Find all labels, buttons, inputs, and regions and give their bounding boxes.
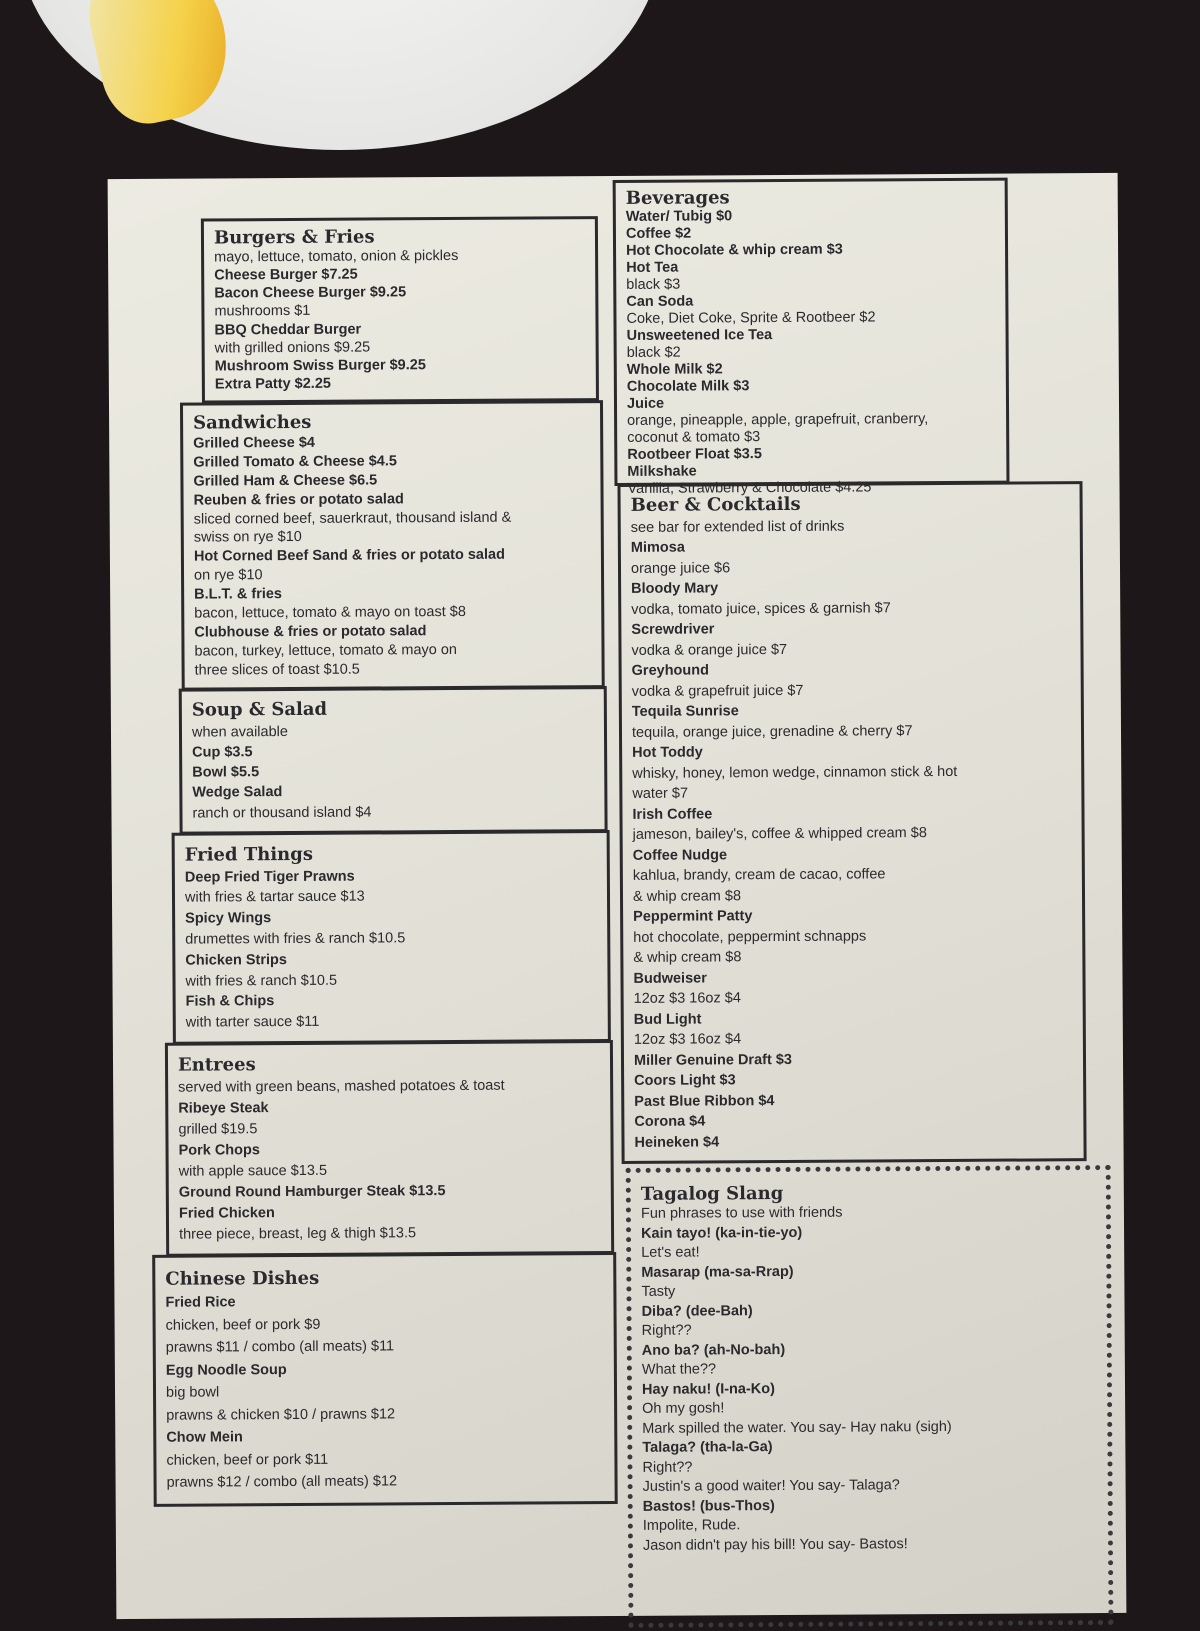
menu-item-description: tequila, orange juice, grenadine & cherry $7 [631, 723, 913, 741]
menu-item-description: hot chocolate, peppermint schnapps [633, 928, 867, 946]
menu-item-description: Fun phrases to use with friends [640, 1204, 843, 1222]
menu-item-description: drumettes with fries & ranch $10.5 [185, 930, 406, 948]
menu-item-name: Miller Genuine Draft $3 [633, 1051, 792, 1069]
menu-item-description: Right?? [641, 1322, 692, 1339]
menu-item-name: Chocolate Milk $3 [626, 378, 750, 395]
menu-item-description: vodka, tomato juice, spices & garnish $7 [631, 600, 891, 618]
menu-paper [108, 173, 1127, 1619]
menu-item-description: Justin's a good waiter! You say- Talaga? [642, 1477, 900, 1495]
menu-item-description: Right?? [642, 1459, 693, 1476]
menu-item-name: Ano ba? (ah-No-bah) [641, 1341, 786, 1359]
menu-item-description: prawns $12 / combo (all meats) $12 [166, 1473, 398, 1492]
menu-item-name: Masarap (ma-sa-Rrap) [641, 1263, 794, 1281]
menu-item-name: Kain tayo! (ka-in-tie-yo) [641, 1224, 803, 1242]
menu-item-name: Bacon Cheese Burger $9.25 [214, 284, 407, 302]
menu-item-name: Pork Chops [178, 1142, 260, 1159]
section-beer-cocktails [617, 481, 1086, 1164]
section-title: Tagalog Slang [640, 1182, 784, 1205]
menu-item-name: Greyhound [631, 662, 710, 680]
menu-item-description: with grilled onions $9.25 [214, 339, 371, 357]
menu-item-description: 12oz $3 16oz $4 [633, 1031, 742, 1048]
section-sandwiches [180, 400, 605, 691]
menu-item-description: grilled $19.5 [178, 1121, 258, 1138]
menu-item-description: Impolite, Rude. [642, 1517, 741, 1534]
menu-item-name: Mimosa [630, 540, 685, 557]
menu-item-description: orange, pineapple, apple, grapefruit, cranberry, [627, 411, 929, 429]
menu-item-name: Coors Light $3 [634, 1072, 736, 1089]
section-chinese-dishes [152, 1252, 618, 1507]
menu-item-name: Wedge Salad [192, 784, 283, 801]
menu-item-description: & whip cream $8 [633, 949, 742, 967]
menu-item-description: see bar for extended list of drinks [630, 518, 845, 536]
menu-item-name: Hot Chocolate & whip cream $3 [626, 241, 843, 259]
menu-item-name: Screwdriver [631, 621, 715, 639]
menu-item-description: mushrooms $1 [214, 303, 311, 320]
menu-item-description: Jason didn't pay his bill! You say- Bastos! [642, 1535, 908, 1554]
menu-item-description: vodka & orange juice $7 [631, 641, 788, 659]
menu-item-name: Extra Patty $2.25 [214, 375, 331, 393]
menu-item-description: black $2 [626, 344, 681, 361]
menu-item-description: jameson, bailey's, coffee & whipped cream $8 [632, 825, 927, 844]
menu-item-name: Grilled Cheese $4 [193, 434, 315, 452]
menu-item-name: Budweiser [633, 970, 707, 987]
section-title: Entrees [177, 1054, 256, 1076]
section-entrees [165, 1040, 614, 1257]
menu-item-description: vodka & grapefruit juice $7 [631, 682, 804, 700]
menu-item-description: ranch or thousand island $4 [192, 804, 372, 822]
menu-item-name: Water/ Tubig $0 [625, 208, 733, 225]
menu-item-description: & whip cream $8 [632, 887, 742, 905]
menu-item-description: kahlua, brandy, cream de cacao, coffee [632, 866, 886, 885]
menu-item-name: Hay naku! (I-na-Ko) [641, 1380, 775, 1398]
section-beverages [613, 178, 1010, 497]
menu-item-description: prawns $11 / combo (all meats) $11 [165, 1338, 395, 1356]
menu-item-name: Ribeye Steak [178, 1100, 269, 1117]
menu-item-name: Hot Corned Beef Sand & fries or potato salad [193, 547, 505, 565]
menu-item-name: Unsweetened Ice Tea [626, 327, 773, 344]
menu-item-name: Tequila Sunrise [631, 703, 739, 721]
menu-item-name: Past Blue Ribbon $4 [634, 1092, 775, 1110]
menu-item-name: Coffee $2 [625, 225, 692, 242]
section-title: Chinese Dishes [165, 1267, 320, 1290]
section-title: Fried Things [184, 843, 314, 866]
menu-item-description: big bowl [165, 1384, 220, 1401]
section-burgers [201, 216, 599, 403]
section-title: Burgers & Fries [213, 226, 375, 249]
menu-item-name: Bowl $5.5 [192, 764, 260, 781]
menu-item-name: Bastos! (bus-Thos) [642, 1497, 775, 1515]
menu-item-name: Milkshake [627, 463, 697, 480]
menu-item-description: Vanilla, Strawberry & Chocolate $4.25 [627, 479, 872, 497]
menu-item-name: Egg Noodle Soup [165, 1361, 287, 1379]
menu-item-name: Spicy Wings [185, 910, 272, 927]
menu-item-description: Mark spilled the water. You say- Hay naku (sigh) [642, 1418, 952, 1437]
menu-item-description: chicken, beef or pork $11 [166, 1451, 329, 1469]
menu-item-description: with fries & ranch $10.5 [185, 972, 338, 990]
menu-item-name: Cup $3.5 [192, 744, 253, 761]
menu-item-name: Talaga? (tha-la-Ga) [642, 1439, 773, 1456]
menu-item-description: Let's eat! [641, 1244, 700, 1261]
menu-item-description: when available [191, 723, 288, 741]
menu-item-description: What the?? [641, 1361, 717, 1378]
menu-item-description: whisky, honey, lemon wedge, cinnamon stick & hot [632, 763, 958, 782]
menu-item-name: Irish Coffee [632, 806, 713, 823]
menu-item-name: Ground Round Hamburger Steak $13.5 [178, 1183, 446, 1201]
section-title: Sandwiches [193, 411, 312, 434]
section-title: Beer & Cocktails [630, 494, 801, 517]
menu-item-name: BBQ Cheddar Burger [214, 321, 362, 339]
section-tagalog-slang [626, 1165, 1114, 1628]
section-title: Soup & Salad [191, 699, 328, 721]
menu-item-description: 12oz $3 16oz $4 [633, 990, 741, 1008]
menu-item-name: Heineken $4 [634, 1133, 720, 1151]
menu-item-description: three slices of toast $10.5 [194, 661, 360, 679]
menu-item-name: Mushroom Swiss Burger $9.25 [214, 356, 426, 375]
menu-item-name: Corona $4 [634, 1113, 706, 1130]
menu-item-description: mayo, lettuce, tomato, onion & pickles [214, 248, 459, 266]
section-fried-things [172, 830, 611, 1045]
menu-item-description: with tarter sauce $11 [185, 1013, 320, 1031]
menu-item-name: Diba? (dee-Bah) [641, 1302, 753, 1320]
menu-item-name: Fried Rice [165, 1294, 236, 1311]
menu-item-description: bacon, turkey, lettuce, tomato & mayo on [194, 641, 458, 660]
menu-item-name: Coffee Nudge [632, 847, 728, 864]
menu-item-name: Hot Tea [626, 259, 679, 276]
menu-item-description: sliced corned beef, sauerkraut, thousand island & [193, 509, 512, 528]
menu-item-description: Coke, Diet Coke, Sprite & Rootbeer $2 [626, 309, 876, 327]
menu-item-description: with fries & tartar sauce $13 [184, 888, 365, 907]
menu-item-description: bacon, lettuce, tomato & mayo on toast $8 [194, 604, 466, 622]
menu-item-name: Cheese Burger $7.25 [214, 266, 358, 284]
section-soup-salad [179, 686, 608, 835]
menu-item-description: black $3 [626, 276, 681, 293]
menu-item-name: B.L.T. & fries [194, 586, 283, 603]
menu-item-name: Grilled Ham & Cheese $6.5 [193, 472, 378, 490]
menu-item-description: chicken, beef or pork $9 [165, 1316, 321, 1334]
menu-item-description: Oh my gosh! [642, 1400, 725, 1417]
menu-item-name: Can Soda [626, 293, 694, 310]
menu-item-description: swiss on rye $10 [193, 529, 302, 547]
menu-item-name: Bud Light [633, 1011, 702, 1028]
menu-item-name: Fried Chicken [178, 1205, 275, 1222]
menu-item-name: Clubhouse & fries or potato salad [194, 623, 427, 641]
menu-item-description: coconut & tomato $3 [627, 429, 761, 446]
section-title: Beverages [625, 187, 730, 209]
menu-item-name: Bloody Mary [631, 580, 719, 598]
menu-item-name: Fish & Chips [185, 993, 275, 1011]
menu-item-description: three piece, breast, leg & thigh $13.5 [179, 1225, 417, 1243]
menu-item-name: Chow Mein [166, 1429, 243, 1447]
menu-item-name: Peppermint Patty [633, 908, 753, 926]
menu-item-name: Grilled Tomato & Cheese $4.5 [193, 453, 397, 471]
menu-item-name: Rootbeer Float $3.5 [627, 446, 762, 463]
menu-item-description: Tasty [641, 1283, 676, 1300]
menu-item-name: Deep Fried Tiger Prawns [184, 868, 355, 886]
menu-item-name: Chicken Strips [185, 951, 287, 969]
menu-item-description: water $7 [632, 785, 689, 803]
menu-item-name: Hot Toddy [632, 744, 703, 762]
menu-item-description: on rye $10 [193, 567, 263, 584]
menu-item-description: served with green beans, mashed potatoes & toast [178, 1077, 505, 1096]
menu-item-name: Reuben & fries or potato salad [193, 490, 404, 509]
menu-item-name: Whole Milk $2 [626, 361, 723, 378]
menu-item-name: Juice [626, 395, 665, 412]
menu-item-description: orange juice $6 [630, 560, 731, 577]
menu-item-description: with apple sauce $13.5 [178, 1162, 328, 1180]
menu-item-description: prawns & chicken $10 / prawns $12 [166, 1406, 396, 1424]
